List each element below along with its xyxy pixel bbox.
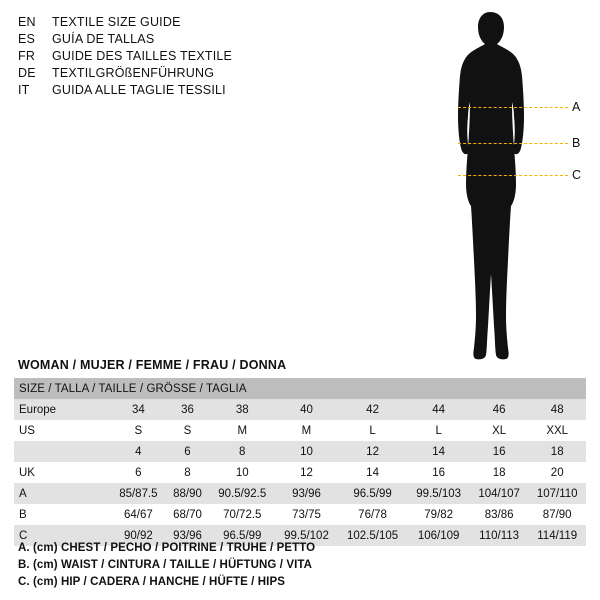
- cell: 107/110: [536, 487, 578, 500]
- cell: 10: [300, 445, 313, 458]
- table-row: [14, 483, 586, 504]
- measure-line-b: [458, 143, 568, 144]
- note-hip: C. (cm) HIP / CADERA / HANCHE / HÜFTE / HIPS: [18, 576, 286, 588]
- language-row: [18, 65, 338, 82]
- cell: 99.5/102: [284, 529, 329, 542]
- cell: 106/109: [417, 529, 460, 542]
- language-title: GUIDE DES TAILLES TEXTILE: [52, 49, 233, 63]
- language-title: TEXTILE SIZE GUIDE: [52, 15, 181, 29]
- cell: L: [369, 424, 376, 437]
- cell: 90.5/92.5: [218, 487, 267, 500]
- cell: M: [237, 424, 248, 437]
- cell: XXL: [546, 424, 569, 437]
- cell: 12: [366, 445, 379, 458]
- cell: 48: [550, 403, 564, 416]
- cell: 93/96: [292, 487, 321, 500]
- cell: 36: [181, 403, 194, 416]
- row-label: A: [19, 487, 27, 500]
- table-row: [14, 420, 586, 441]
- row-label: [14, 441, 111, 462]
- cell: S: [183, 424, 192, 437]
- cell: 46: [492, 403, 506, 416]
- cell: 102.5/105: [346, 529, 399, 542]
- cell: 90/92: [123, 529, 153, 542]
- cell: 38: [235, 403, 249, 416]
- cell: 34: [131, 403, 145, 416]
- table-header-row: [14, 378, 586, 399]
- cell: 6: [135, 466, 142, 479]
- cell: 73/75: [292, 508, 321, 521]
- cell: M: [301, 424, 312, 437]
- language-code: EN: [18, 15, 36, 29]
- measure-label-b: B: [572, 136, 581, 150]
- note-chest: A. (cm) CHEST / PECHO / POITRINE / TRUHE / PETTO: [18, 542, 316, 554]
- cell: 110/113: [479, 529, 520, 542]
- female-silhouette-figure: [400, 8, 590, 368]
- cell: 87/90: [542, 508, 572, 521]
- cell: 8: [239, 445, 246, 458]
- cell: 16: [492, 445, 506, 458]
- cell: 70/72.5: [223, 508, 262, 521]
- language-code: FR: [18, 49, 36, 63]
- cell: 42: [366, 403, 379, 416]
- row-label: B: [19, 508, 27, 521]
- cell: 99.5/103: [416, 487, 462, 500]
- language-code: ES: [18, 32, 36, 46]
- language-header-block: [18, 14, 338, 99]
- language-title: TEXTILGRÖßENFÜHRUNG: [52, 66, 215, 80]
- cell: 96.5/99: [353, 487, 392, 500]
- cell: XL: [492, 424, 507, 437]
- measure-label-c: C: [572, 168, 582, 182]
- cell: 114/119: [537, 529, 578, 542]
- cell: 20: [550, 466, 564, 479]
- cell: 85/87.5: [119, 487, 158, 500]
- cell: 96.5/99: [223, 529, 262, 542]
- cell: 79/82: [424, 508, 454, 521]
- cell: 83/86: [484, 508, 514, 521]
- cell: L: [435, 424, 442, 437]
- cell: 76/78: [358, 508, 387, 521]
- cell: 4: [135, 445, 142, 458]
- table-row: [14, 462, 586, 483]
- measurement-notes: [18, 540, 578, 591]
- table-caption: WOMAN / MUJER / FEMME / FRAU / DONNA: [18, 358, 287, 372]
- language-title: GUÍA DE TALLAS: [52, 32, 155, 46]
- cell: 10: [235, 466, 249, 479]
- measure-line-a: [458, 107, 568, 108]
- cell: 93/96: [173, 529, 202, 542]
- cell: 16: [432, 466, 446, 479]
- cell: 18: [492, 466, 506, 479]
- cell: 64/67: [123, 508, 153, 521]
- note-waist: B. (cm) WAIST / CINTURA / TAILLE / HÜFTUNG / VITA: [18, 559, 313, 571]
- cell: 18: [550, 445, 564, 458]
- row-label: US: [19, 424, 35, 437]
- cell: 88/90: [173, 487, 202, 500]
- measure-line-c: [458, 175, 568, 176]
- language-row: [18, 48, 338, 65]
- row-label: C: [19, 529, 28, 542]
- language-row: [18, 31, 338, 48]
- language-title: GUIDA ALLE TAGLIE TESSILI: [52, 83, 226, 97]
- cell: 40: [300, 403, 313, 416]
- measure-label-a: A: [572, 100, 581, 114]
- language-row: [18, 14, 338, 31]
- language-code: DE: [18, 66, 36, 80]
- cell: 8: [184, 466, 191, 479]
- cell: 14: [432, 445, 446, 458]
- language-row: [18, 82, 338, 99]
- size-table: [14, 378, 586, 546]
- table-row: [14, 441, 586, 462]
- table-header-label: SIZE / TALLA / TAILLE / GRÖSSE / TAGLIA: [19, 382, 247, 395]
- cell: 68/70: [173, 508, 202, 521]
- language-code: IT: [18, 83, 30, 97]
- cell: 104/107: [478, 487, 520, 500]
- table-row: [14, 504, 586, 525]
- cell: 12: [300, 466, 313, 479]
- table-row: [14, 399, 586, 420]
- cell: 6: [184, 445, 191, 458]
- cell: 44: [432, 403, 446, 416]
- woman-silhouette-icon: [430, 8, 550, 368]
- row-label: UK: [19, 466, 35, 479]
- row-label: Europe: [19, 403, 57, 416]
- cell: 14: [366, 466, 379, 479]
- size-table-section: [14, 358, 586, 546]
- cell: S: [134, 424, 143, 437]
